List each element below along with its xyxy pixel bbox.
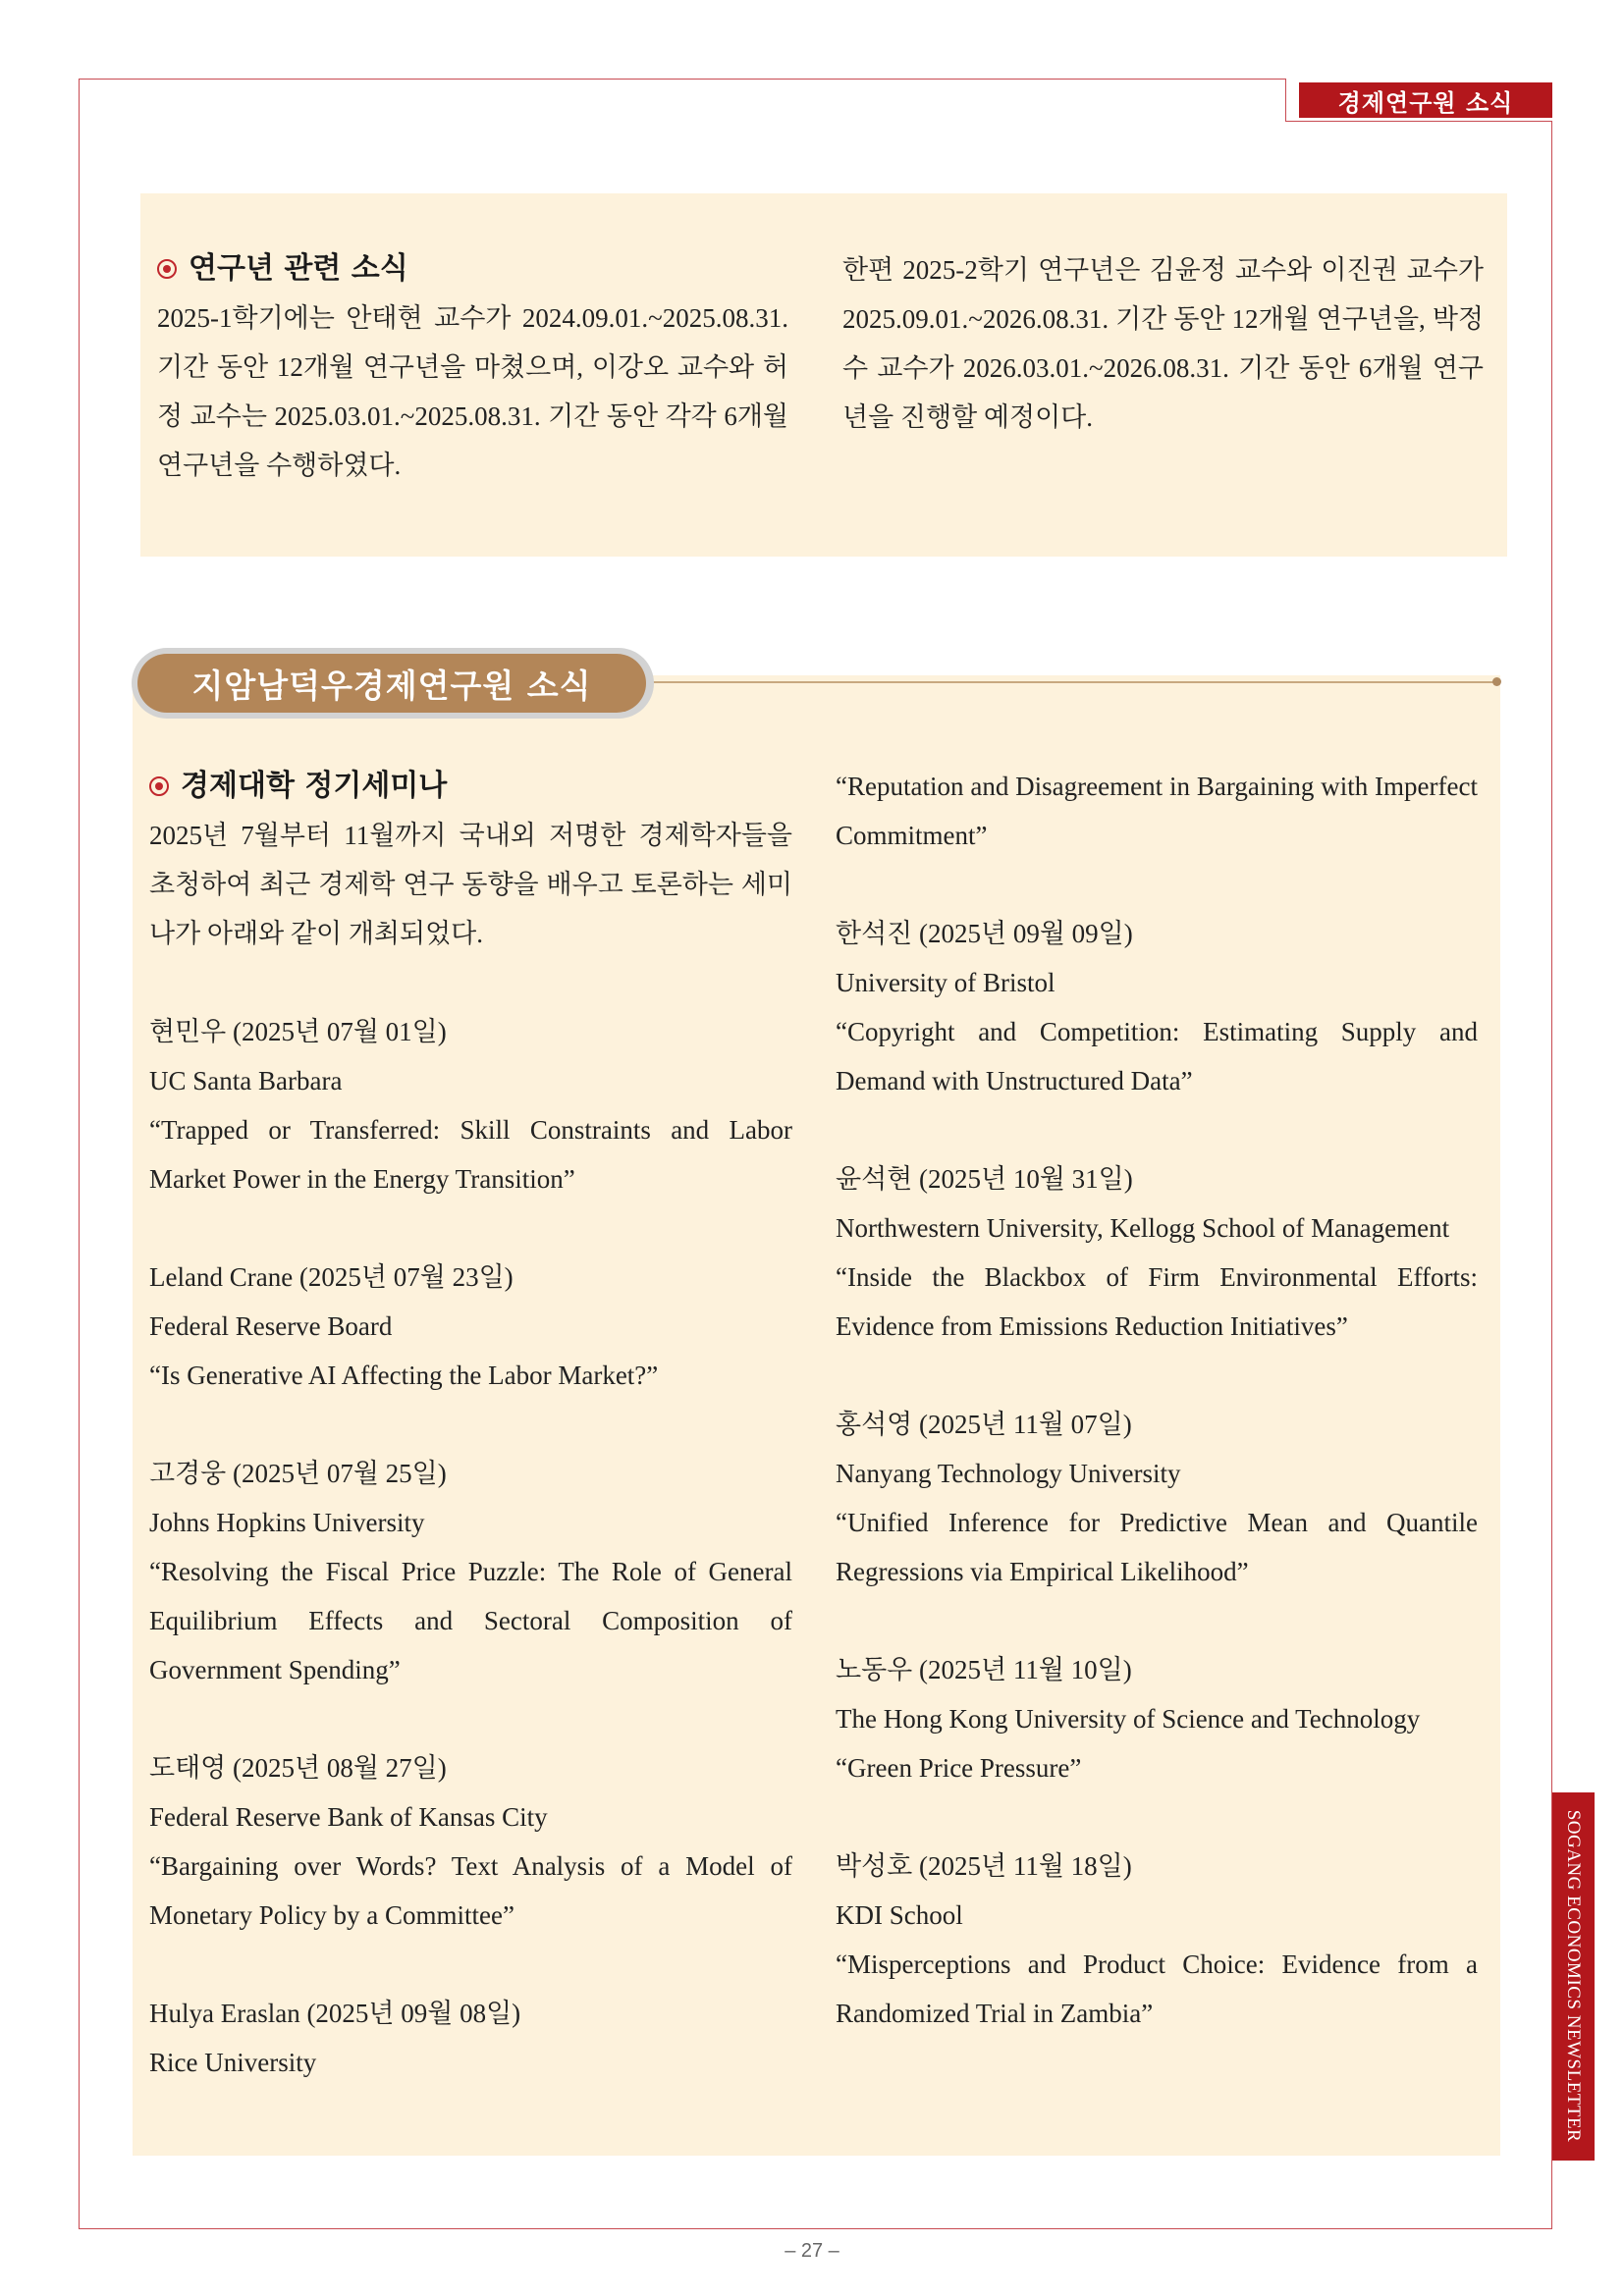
section-title: 지암남덕우경제연구원 소식 — [137, 654, 646, 713]
speaker: 박성호 (2025년 11월 18일) — [836, 1851, 1132, 1881]
sabbatical-right-column — [842, 245, 1484, 442]
section-title-pill — [132, 648, 654, 719]
seminar-heading — [149, 762, 792, 811]
talk-title: “Green Price Pressure” — [836, 1753, 1082, 1783]
talk-title: “Unified Inference for Predictive Mean and Quantile Regressions via Empirical Likelihood” — [836, 1508, 1478, 1586]
sabbatical-box — [140, 193, 1507, 557]
seminar-right-column — [836, 762, 1478, 2038]
affiliation: Johns Hopkins University — [149, 1508, 425, 1537]
sabbatical-heading — [157, 244, 788, 294]
seminar-entry — [149, 1007, 792, 1203]
seminar-box — [133, 675, 1500, 2156]
speaker: 고경웅 (2025년 07월 25일) — [149, 1459, 447, 1488]
seminar-intro: 2025년 7월부터 11월까지 국내외 저명한 경제학자들을 초청하여 최근 경제학 연구 동향을 배우고 토론하는 세미나가 아래와 같이 개최되었다. — [149, 821, 792, 948]
section-tag-label: 경제연구원 소식 — [1299, 82, 1552, 118]
seminar-entry — [149, 1253, 792, 1400]
affiliation: The Hong Kong University of Science and Technology — [836, 1704, 1421, 1734]
speaker: 한석진 (2025년 09월 09일) — [836, 919, 1133, 948]
speaker: Hulya Eraslan (2025년 09월 08일) — [149, 1999, 521, 2028]
talk-title: “Misperceptions and Product Choice: Evidence from a Randomized Trial in Zambia” — [836, 1949, 1478, 2028]
seminar-heading-text: 경제대학 정기세미나 — [181, 769, 448, 803]
affiliation: Federal Reserve Board — [149, 1311, 393, 1341]
speaker: 현민우 (2025년 07월 01일) — [149, 1017, 447, 1046]
speaker: 노동우 (2025년 11월 10일) — [836, 1655, 1132, 1684]
side-tab-label: SOGANG ECONOMICS NEWSLETTER — [1563, 1809, 1584, 2143]
speaker: 도태영 (2025년 08월 27일) — [149, 1753, 447, 1783]
newsletter-side-tab — [1552, 1792, 1595, 2161]
speaker: 윤석현 (2025년 10월 31일) — [836, 1164, 1133, 1194]
talk-title: “Is Generative AI Affecting the Labor Market?” — [149, 1361, 659, 1390]
affiliation: Federal Reserve Bank of Kansas City — [149, 1802, 548, 1832]
seminar-entry — [149, 1743, 792, 1940]
seminar-entry — [149, 1449, 792, 1694]
sabbatical-heading-text: 연구년 관련 소식 — [189, 251, 408, 286]
section-corner-tag — [1285, 79, 1552, 122]
affiliation: Northwestern University, Kellogg School of Management — [836, 1213, 1450, 1243]
sabbatical-para-1: 2025-1학기에는 안태현 교수가 2024.09.01.~2025.08.31. 기간 동안 12개월 연구년을 마쳤으며, 이강오 교수와 허정 교수는 2025.03.01.~2025.08.31. 기간 동안 각각 6개월 연구년을 수행하였다. — [157, 303, 788, 480]
seminar-entry — [836, 909, 1478, 1105]
affiliation: Nanyang Technology University — [836, 1459, 1181, 1488]
seminar-entry — [836, 1400, 1478, 1596]
seminar-entry — [836, 1645, 1478, 1792]
sabbatical-left-column — [157, 244, 788, 490]
talk-title: “Trapped or Transferred: Skill Constraints and Labor Market Power in the Energy Transition” — [149, 1115, 792, 1194]
talk-title: “Inside the Blackbox of Firm Environmental Efforts: Evidence from Emissions Reduction Initiatives” — [836, 1262, 1478, 1341]
seminar-entry — [149, 1989, 792, 2087]
talk-title-continued: “Reputation and Disagreement in Bargaining with Imperfect Commitment” — [836, 772, 1478, 850]
seminar-entry — [836, 1842, 1478, 2038]
section-divider-line — [628, 681, 1495, 683]
seminar-entry — [836, 1154, 1478, 1351]
talk-title: “Resolving the Fiscal Price Puzzle: The Role of General Equilibrium Effects and Sectoral Composition of Government Spending” — [149, 1557, 792, 1684]
affiliation: KDI School — [836, 1900, 963, 1930]
affiliation: University of Bristol — [836, 968, 1056, 997]
speaker: Leland Crane (2025년 07월 23일) — [149, 1262, 514, 1292]
sabbatical-para-2: 한편 2025-2학기 연구년은 김윤정 교수와 이진권 교수가 2025.09.01.~2026.08.31. 기간 동안 12개월 연구년을, 박정수 교수가 2026.03.01.~2026.08.31. 기간 동안 6개월 연구년을 진행할 예정이다. — [842, 255, 1484, 432]
talk-title: “Bargaining over Words? Text Analysis of a Model of Monetary Policy by a Committee” — [149, 1851, 792, 1930]
affiliation: Rice University — [149, 2048, 317, 2077]
page-number: – 27 – — [785, 2240, 839, 2262]
section-divider-dot — [1492, 677, 1501, 686]
talk-title: “Copyright and Competition: Estimating Supply and Demand with Unstructured Data” — [836, 1017, 1478, 1095]
bullet-icon — [157, 259, 177, 279]
speaker: 홍석영 (2025년 11월 07일) — [836, 1410, 1132, 1439]
bullet-icon — [149, 776, 169, 796]
seminar-left-column — [149, 762, 792, 2087]
affiliation: UC Santa Barbara — [149, 1066, 343, 1095]
